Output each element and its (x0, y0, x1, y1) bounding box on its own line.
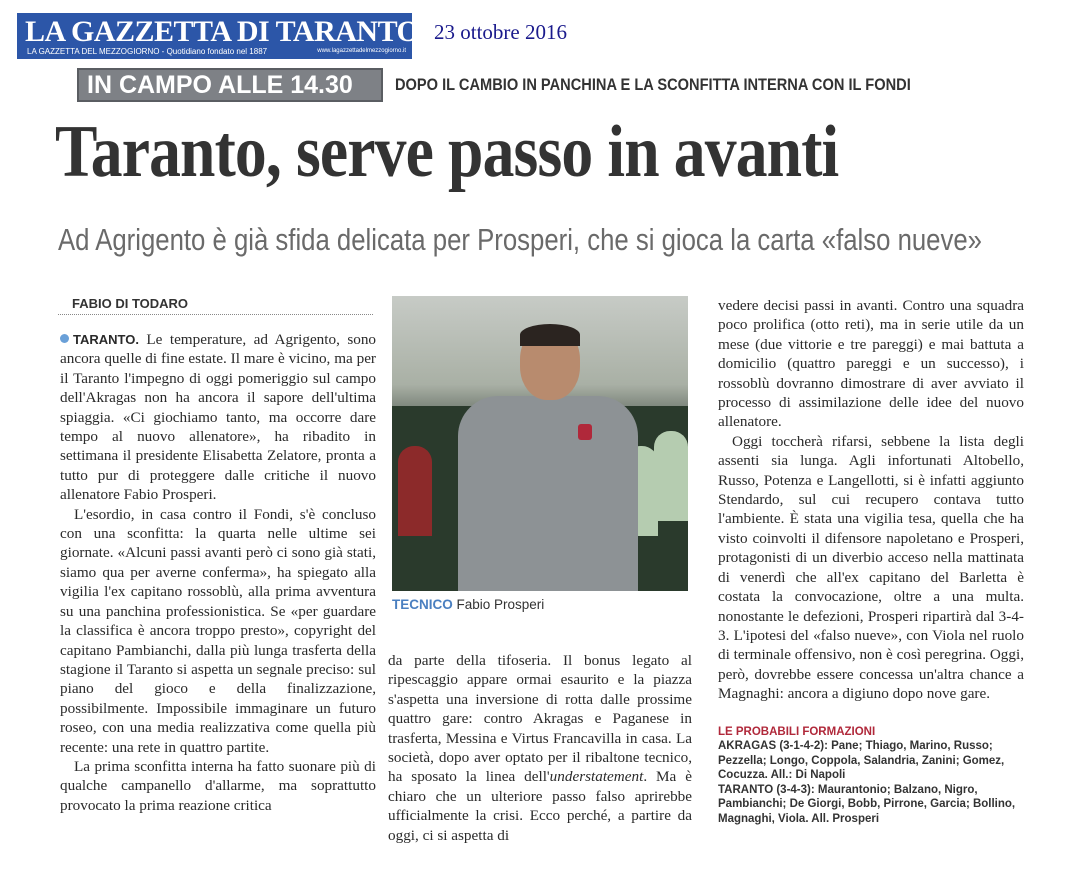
photo-hair (520, 324, 580, 346)
formations-box (718, 739, 1028, 827)
article-byline: FABIO DI TODARO (72, 296, 189, 311)
photo-background-player (654, 431, 688, 521)
paragraph (60, 330, 376, 505)
paragraph: L'esordio, in casa contro il Fondi, s'è concluso con una sconfitta: la quarta nelle ultime sei giornate. «Alcuni passi avanti però ci sono già stati, siamo qua per averne conferma», ha spiegato alla vigilia l'ex capitano rossoblù, alla prima avventura su una panchina professionistica. Se «per guardare la classifica è ancora troppo presto», copyright del capitano Pambianchi, dalla più lunga trasferta della stagione il Taranto si aspetta un segnale preciso: sul piano del gioco e della finalizzazione, possibilmente. Impossibile immaginare un futuro roseo, con una media realizzativa come quella più recente: una rete in quattro partite. (60, 505, 376, 756)
paragraph: Oggi toccherà rifarsi, sebbene la lista degli assenti sia lunga. Agli infortunati Altobello, Russo, Potenza e Langellotti, si è infatti aggiunto Stendardo, sul cui recupero contava tutto l'ambiente. È stata una vigilia tesa, quella che ha visto coinvolti il difensore napoletano e Prosperi, protagonisti di un diverbio acceso nella mattinata di venerdì che all'ex capitano del Barletta è costata la convocazione, oltre a una multa. nonostante le defezioni, Prosperi ripartirà dal 3-4-3. L'ipotesi del «falso nueve», con Viola nel ruolo di terminale offensivo, non è così peregrina. Oggi, però, dovrebbe essere concessa un'altra chance a Magnaghi: ancora a digiuno dopo nove gare. (718, 432, 1024, 703)
byline-divider (58, 314, 373, 316)
paragraph: La prima sconfitta interna ha fatto suonare più di qualche campanello d'allarme, ma soprattutto provocato la prima reazione critica (60, 757, 376, 814)
paragraph (388, 651, 692, 845)
bullet-dot-icon (60, 334, 69, 343)
photo-coach-figure (448, 326, 648, 591)
coach-photo (392, 296, 688, 591)
kicker-box: IN CAMPO ALLE 14.30 (77, 68, 383, 102)
formation-taranto: TARANTO (3-4-3): Maurantonio; Balzano, Nigro, Pambianchi; De Giorgi, Bobb, Pirrone, Garcia; Bollino, Magnaghi, Viola. All. Prosperi (718, 783, 1016, 825)
newspaper-masthead (17, 13, 420, 59)
club-badge-icon (578, 424, 592, 440)
newspaper-url: www.lagazzettadelmezzogiorno.it (317, 48, 406, 54)
formation-akragas: AKRAGAS (3-1-4-2): Pane; Thiago, Marino, Russo; Pezzella; Longo, Coppola, Salandria, Zanini; Gomez, Cocuzza. All.: Di Napoli (718, 740, 1005, 782)
italic-term: understatement (549, 768, 644, 786)
formations-title: LE PROBABILI FORMAZIONI (718, 726, 876, 738)
kicker-text: DOPO IL CAMBIO IN PANCHINA E LA SCONFITTA INTERNA CON IL FONDI (395, 75, 911, 94)
paragraph-text: da parte della tifoseria. Il bonus legato al ripescaggio appare ormai esaurito e la piazza s'aspetta una inversione di rotta dalle prossime quattro gare: contro Akragas e Paganese in trasferta, Messina e Virtus Francavilla in casa. La società, dopo aver optato per il ribaltone tecnico, ha sposato la linea dell' (388, 652, 692, 786)
newspaper-name: LA GAZZETTA DI TARANTO (25, 15, 420, 48)
article-subheadline: Ad Agrigento è già sfida delicata per Prosperi, che si gioca la carta «falso nueve» (58, 222, 982, 257)
publication-date: 23 ottobre 2016 (434, 20, 567, 44)
paragraph: vedere decisi passi in avanti. Contro una squadra poco prolifica (otto reti), ma in serie utile da un mese (due vittorie e tre pareggi) e mai battuta a domicilio (quattro pareggi e un successo), i rossoblù dovranno dimostrare di aver avviato il processo di assimilazione delle idee del nuovo allenatore. (718, 297, 1024, 431)
photo-caption (392, 597, 544, 612)
article-column-1 (60, 330, 376, 815)
newspaper-tagline: LA GAZZETTA DEL MEZZOGIORNO - Quotidiano fondato nel 1887 (27, 47, 268, 56)
article-column-3 (718, 296, 1024, 704)
paragraph-text: Le temperature, ad Agrigento, sono ancora quelle di fine estate. Il mare è vicino, ma per il Taranto l'impegno di oggi pomeriggio sul campo dell'Akragas non ha ancora il sapore dell'ultima spiaggia. «Ci giochiamo tanto, ma occorre dare tempo al nuovo allenatore», ha ribadito in settimana il presidente Elisabetta Zelatore, pronta a tutto pur di proteggere dalle critiche il nuovo allenatore Fabio Prosperi. (60, 331, 377, 504)
caption-name: Fabio Prosperi (456, 597, 545, 612)
paragraph-text: . Ma è chiaro che un ulteriore passo falso aprirebbe ufficialmente la crisi. Ecco perché, a partire da oggi, ci si aspetta di (388, 768, 692, 844)
caption-label: TECNICO (392, 597, 453, 612)
photo-background-player (398, 446, 432, 536)
article-headline: Taranto, serve passo in avanti (55, 111, 839, 193)
photo-shirt (458, 396, 638, 591)
article-column-2 (388, 651, 692, 845)
dateline-place: TARANTO. (73, 332, 139, 347)
